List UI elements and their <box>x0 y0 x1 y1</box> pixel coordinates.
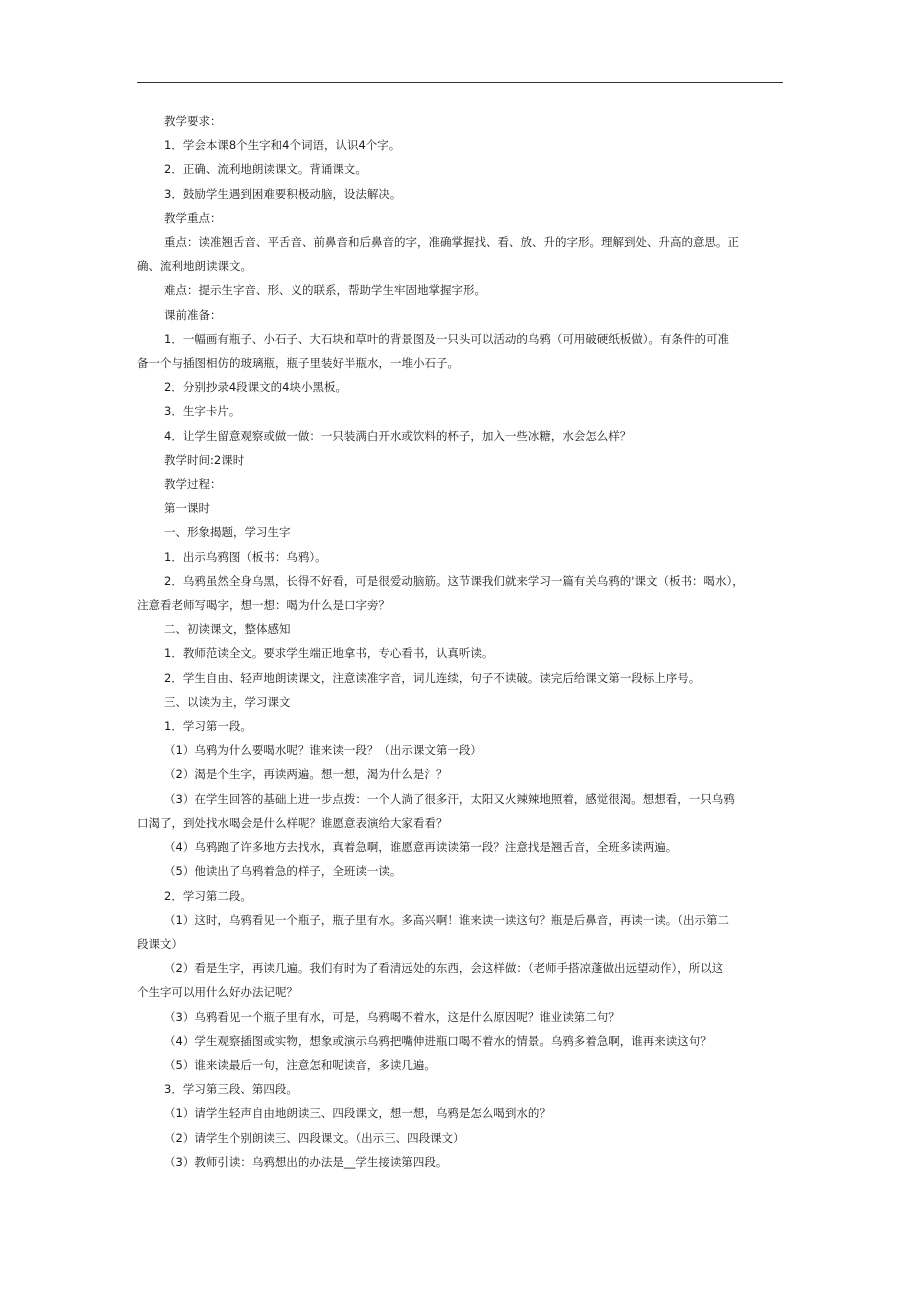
paragraph-first-line: （3）在学生回答的基础上进一步点拨：一个人淌了很多汗，太阳又火辣辣地照着，感觉很渴。想想看，一只乌鸦 <box>164 791 735 806</box>
text-line: （4）学生观察插图或实物，想象或演示乌鸦把嘴伸进瓶口喝不着水的情景。乌鸦多着急啊，谁再来读这句？ <box>164 1033 712 1048</box>
text-line: （1）乌鸦为什么要喝水呢？谁来读一段？（出示课文第一段） <box>164 743 482 758</box>
text-line: 1．学会本课8个生字和4个词语，认识4个字。 <box>164 138 401 153</box>
text-line: 4．让学生留意观察或做一做：一只装满白开水或饮料的杯子，加入一些冰糖，水会怎么样？ <box>164 428 632 443</box>
text-line: （3）教师引读：乌鸦想出的办法是__学生接读第四段。 <box>164 1154 448 1169</box>
text-paragraph <box>137 327 789 375</box>
text-line: 教学过程： <box>164 477 222 492</box>
text-line: （5）他读出了乌鸦着急的样子，全班读一读。 <box>164 864 402 879</box>
text-line: 教学重点： <box>164 210 222 225</box>
text-line: 第一课时 <box>164 501 210 516</box>
text-line: 课前准备： <box>164 307 222 322</box>
text-line: 3．学习第三段、第四段。 <box>164 1082 298 1097</box>
text-paragraph <box>137 787 789 835</box>
paragraph-continuation: 个生字可以用什么好办法记呢？ <box>137 985 298 1000</box>
paragraph-first-line: （1）这时，乌鸦看见一个瓶子，瓶子里有水。多高兴啊！谁来读一读这句？瓶是后鼻音，再读一读。（出示第二 <box>164 912 730 927</box>
text-paragraph <box>137 956 789 1004</box>
paragraph-continuation: 确、流利地朗读课文。 <box>137 259 252 274</box>
text-line: 一、形象揭题，学习生字 <box>164 525 291 540</box>
text-line: （1）请学生轻声自由地朗读三、四段课文，想一想，乌鸦是怎么喝到水的？ <box>164 1106 551 1121</box>
text-line: 3．鼓励学生遇到困难要积极动脑，设法解决。 <box>164 186 402 201</box>
document-body <box>137 109 789 1174</box>
text-line: 1．出示乌鸦图（板书：乌鸦）。 <box>164 549 327 564</box>
paragraph-first-line: 1．一幅画有瓶子、小石子、大石块和草叶的背景图及一只头可以活动的乌鸦（可用破硬纸板做）。有条件的可准 <box>164 331 730 346</box>
text-line: 3．生字卡片。 <box>164 404 241 419</box>
text-line: 教学时间:2课时 <box>164 452 245 467</box>
text-line: 1．教师范读全文。要求学生端正地拿书，专心看书，认真听读。 <box>164 646 494 661</box>
paragraph-continuation: 注意看老师写喝字，想一想：喝为什么是口字旁？ <box>137 598 390 613</box>
paragraph-first-line: （2）看是生字，再读几遍。我们有时为了看清远处的东西，会这样做：（老师手搭凉蓬做出远望动作），所以这 <box>164 961 724 976</box>
text-paragraph <box>137 230 789 278</box>
text-line: 三、以读为主，学习课文 <box>164 694 291 709</box>
text-line: （5）谁来读最后一句，注意怎和呢读音，多读几遍。 <box>164 1057 436 1072</box>
paragraph-first-line: 2．乌鸦虽然全身乌黑，长得不好看，可是很爱动脑筋。这节课我们就来学习一篇有关乌鸦的'课文（板书：喝水）， <box>164 573 744 588</box>
text-line: 2．分别抄录4段课文的4块小黑板。 <box>164 380 347 395</box>
paragraph-continuation: 段课文） <box>137 936 183 951</box>
paragraph-continuation: 备一个与插图相仿的玻璃瓶，瓶子里装好半瓶水，一堆小石子。 <box>137 356 459 371</box>
text-line: 2．正确、流利地朗读课文。背诵课文。 <box>164 162 367 177</box>
text-line: 1．学习第一段。 <box>164 719 252 734</box>
text-line: （2）请学生个别朗读三、四段课文。（出示三、四段课文） <box>164 1130 465 1145</box>
text-line: （4）乌鸦跑了许多地方去找水，真着急啊，谁愿意再读读第一段？注意找是翘舌音，全班多读两遍。 <box>164 840 678 855</box>
text-paragraph <box>137 908 789 956</box>
text-line: 教学要求： <box>164 114 222 128</box>
paragraph-continuation: 口渴了，到处找水喝会是什么样呢？谁愿意表演给大家看看？ <box>137 815 448 830</box>
text-line: （3）乌鸦看见一个瓶子里有水，可是，乌鸦喝不着水，这是什么原因呢？谁业读第二句？ <box>164 1009 620 1024</box>
text-paragraph <box>137 569 789 617</box>
text-line: （2）渴是个生字，再读两遍。想一想，渴为什么是氵？ <box>164 767 448 782</box>
text-line: 二、初读课文，整体感知 <box>164 622 291 637</box>
text-line: 难点：提示生字音、形、义的联系，帮助学生牢固地掌握字形。 <box>164 283 486 298</box>
text-line: 2．学生自由、轻声地朗读课文，注意读准字音，词儿连续，句子不读破。读完后给课文第一段标上序号。 <box>164 670 701 685</box>
paragraph-first-line: 重点：读准翘舌音、平舌音、前鼻音和后鼻音的字，准确掌握找、看、放、升的字形。理解到处、升高的意思。正 <box>164 235 739 250</box>
text-line: 2．学习第二段。 <box>164 888 252 903</box>
header-rule <box>137 82 783 83</box>
